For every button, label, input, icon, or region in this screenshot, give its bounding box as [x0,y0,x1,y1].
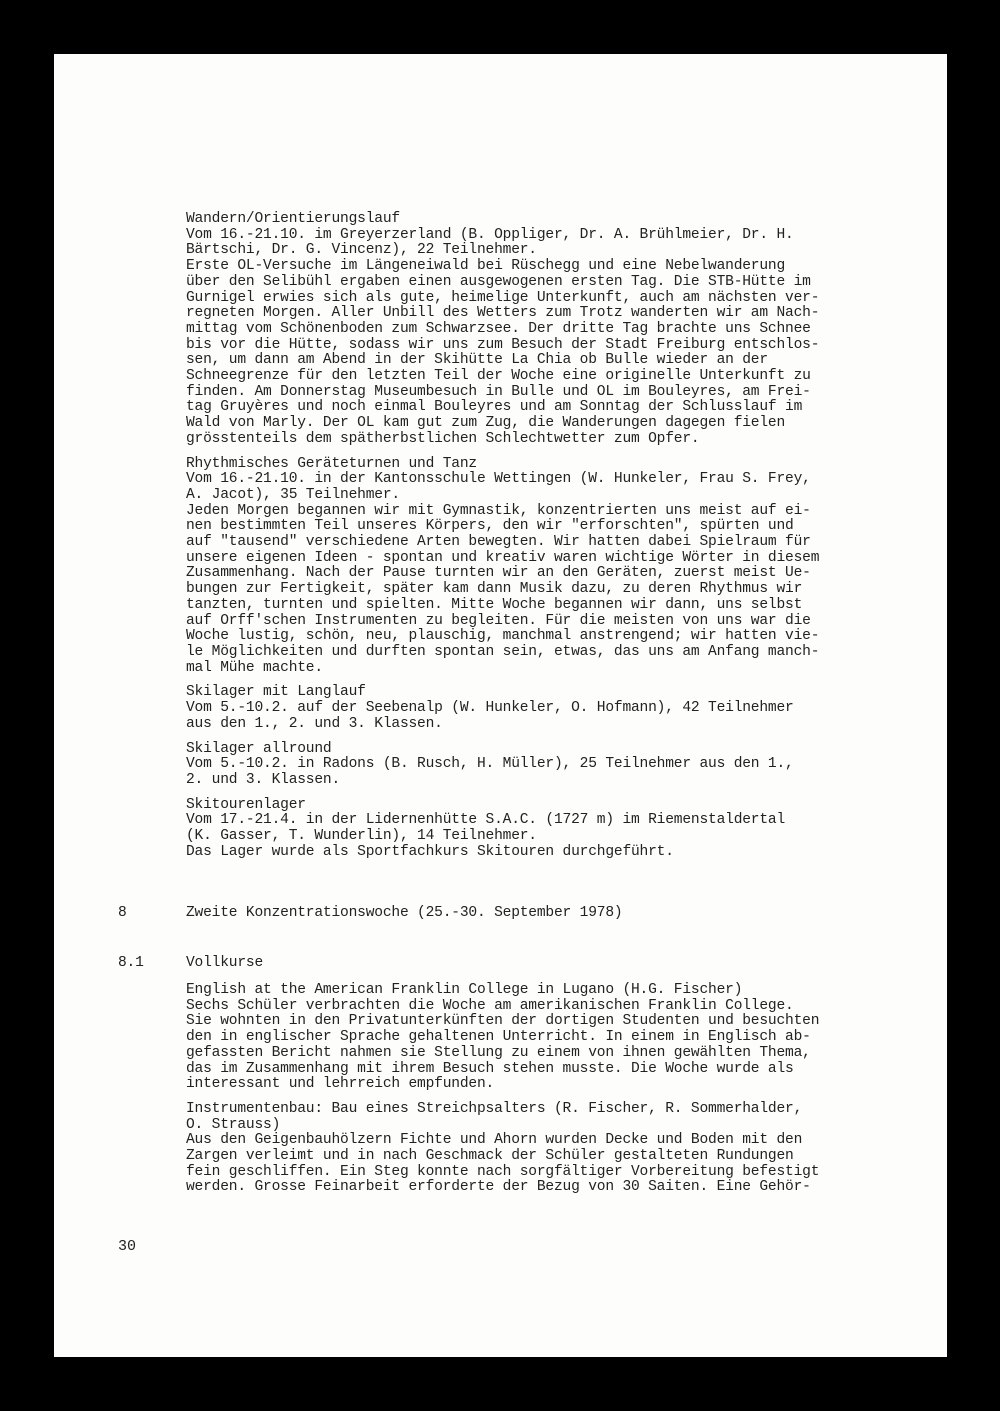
activity-text-line: (K. Gasser, T. Wunderlin), 14 Teilnehmer. [186,828,537,845]
activity-text-line: sen, um dann am Abend in der Skihütte La Chia ob Bulle wieder an der [186,352,768,369]
activity-title: Wandern/Orientierungslauf [186,211,400,227]
activity-text-line: bis vor die Hütte, sodass wir uns zum Besuch der Stadt Freiburg entschlos- [186,336,820,353]
activity-text-line: finden. Am Donnerstag Museumbesuch in Bulle und OL im Bouleyres, am Frei- [186,383,811,400]
activity-text-line: le Möglichkeiten und durften spontan sein, etwas, das uns am Anfang manch- [186,643,820,660]
activity-text-line: nen bestimmten Teil unseres Körpers, den wir "erforschten", spürten und [186,518,794,535]
activity-text-line: über den Selibühl ergaben einen ausgewogenen ersten Tag. Die STB-Hütte im [186,273,811,290]
chapter-title: Zweite Konzentrationswoche (25.-30. September 1978) [186,905,623,921]
activity-text-line: Wald von Marly. Der OL kam gut zum Zug, die Wanderungen dagegen fielen [186,415,786,432]
course-text-line: Aus den Geigenbauhölzern Fichte und Ahorn wurden Decke und Boden mit den [186,1132,803,1149]
chapter-number: 8 [118,905,127,921]
activity-text-line: tanzten, turnten und spielten. Mitte Woche begannen wir dann, uns selbst [186,596,803,613]
activity-text-line: mal Mühe machte. [186,659,323,676]
activity-text-line: Das Lager wurde als Sportfachkurs Skitouren durchgeführt. [186,843,674,860]
activity-section [186,742,886,789]
activity-section [186,685,886,732]
activity-text-line: 2. und 3. Klassen. [186,771,341,788]
course-text-line: gefassten Bericht nahmen sie Stellung zu einem von ihnen gewählten Thema, [186,1044,811,1061]
page-number: 30 [118,1238,137,1255]
course-section [186,1102,886,1196]
activity-title: Rhythmisches Geräteturnen und Tanz [186,455,477,472]
course-text-line: interessant und lehrreich empfunden. [186,1076,495,1093]
course-section [186,983,886,1093]
course-text-line: das im Zusammenhang mit ihrem Besuch stehen musste. Die Woche wurde als [186,1060,794,1077]
course-title: Instrumentenbau: Bau eines Streichpsalters (R. Fischer, R. Sommerhalder, [186,1100,803,1117]
subchapter-number: 8.1 [118,955,144,971]
activity-text-line: Zusammenhang. Nach der Pause turnten wir an den Geräten, zuerst meist Ue- [186,565,811,582]
activity-section [186,457,886,677]
activity-title: Skilager allround [186,740,332,757]
activity-text-line: Erste OL-Versuche im Längeneiwald bei Rüschegg und eine Nebelwanderung [186,258,786,275]
activity-text-line: Vom 5.-10.2. auf der Seebenalp (W. Hunkeler, O. Hofmann), 42 Teilnehmer [186,700,794,717]
activity-text-line: Vom 16.-21.10. im Greyerzerland (B. Oppliger, Dr. A. Brühlmeier, Dr. H. [186,226,794,243]
sections-block [186,212,886,869]
activity-text-line: auf Orff'schen Instrumenten zu begleiten. Für die meisten von uns war die [186,612,811,629]
course-text-line: werden. Grosse Feinarbeit erforderte der Bezug von 30 Saiten. Eine Gehör- [186,1179,811,1196]
activity-text-line: Schneegrenze für den letzten Teil der Woche eine originelle Unterkunft zu [186,368,811,385]
activity-text-line: bungen zur Fertigkeit, später kam dann Musik dazu, zu deren Rhythmus wir [186,581,803,598]
activity-text-line: auf "tausend" verschiedene Arten bewegten. Wir hatten dabei Spielraum für [186,534,811,551]
course-text-line: O. Strauss) [186,1116,281,1133]
activity-text-line: Gurnigel erwies sich als gute, heimelige Unterkunft, auch am nächsten ver- [186,289,820,306]
activity-text-line: Bärtschi, Dr. G. Vincenz), 22 Teilnehmer. [186,242,537,259]
activity-text-line: regneten Morgen. Aller Unbill des Wetters zum Trotz wanderten wir am Nach- [186,305,820,322]
activity-section [186,798,886,861]
activity-text-line: aus den 1., 2. und 3. Klassen. [186,715,443,732]
activity-text-line: Vom 5.-10.2. in Radons (B. Rusch, H. Müller), 25 Teilnehmer aus den 1., [186,756,794,773]
activity-text-line: Vom 17.-21.4. in der Lidernenhütte S.A.C. (1727 m) im Riemenstaldertal [186,812,786,829]
activity-section [186,212,886,448]
activity-text-line: A. Jacot), 35 Teilnehmer. [186,486,400,503]
course-text-line: Sie wohnten in den Privatunterkünften der dortigen Studenten und besuchten [186,1013,820,1030]
document-page [54,54,947,1357]
course-text-line: Sechs Schüler verbrachten die Woche am amerikanischen Franklin College. [186,997,794,1014]
activity-text-line: Vom 16.-21.10. in der Kantonsschule Wettingen (W. Hunkeler, Frau S. Frey, [186,471,811,488]
activity-text-line: mittag vom Schönenboden zum Schwarzsee. Der dritte Tag brachte uns Schnee [186,320,811,337]
course-text-line: den in englischer Sprache gehaltenen Unterricht. In einem in Englisch ab- [186,1029,811,1046]
subchapter-title: Vollkurse [186,955,264,971]
activity-title: Skilager mit Langlauf [186,684,366,701]
activity-text-line: Jeden Morgen begannen wir mit Gymnastik, konzentrierten uns meist auf ei- [186,502,811,519]
activity-title: Skitourenlager [186,796,306,813]
activity-text-line: Woche lustig, schön, neu, plauschig, manchmal anstrengend; wir hatten vie- [186,628,820,645]
course-text-line: fein geschliffen. Ein Steg konnte nach sorgfältiger Vorbereitung befestigt [186,1163,820,1180]
course-text-line: Zargen verleimt und in nach Geschmack der Schüler gestalteten Rundungen [186,1148,794,1165]
courses-block [186,983,886,1205]
activity-text-line: tag Gruyères und noch einmal Bouleyres und am Sonntag der Schlusslauf im [186,399,803,416]
activity-text-line: unsere eigenen Ideen - spontan und kreativ waren wichtige Wörter in diesem [186,549,820,566]
course-title: English at the American Franklin College in Lugano (H.G. Fischer) [186,982,743,998]
activity-text-line: grösstenteils dem spätherbstlichen Schlechtwetter zum Opfer. [186,430,700,447]
